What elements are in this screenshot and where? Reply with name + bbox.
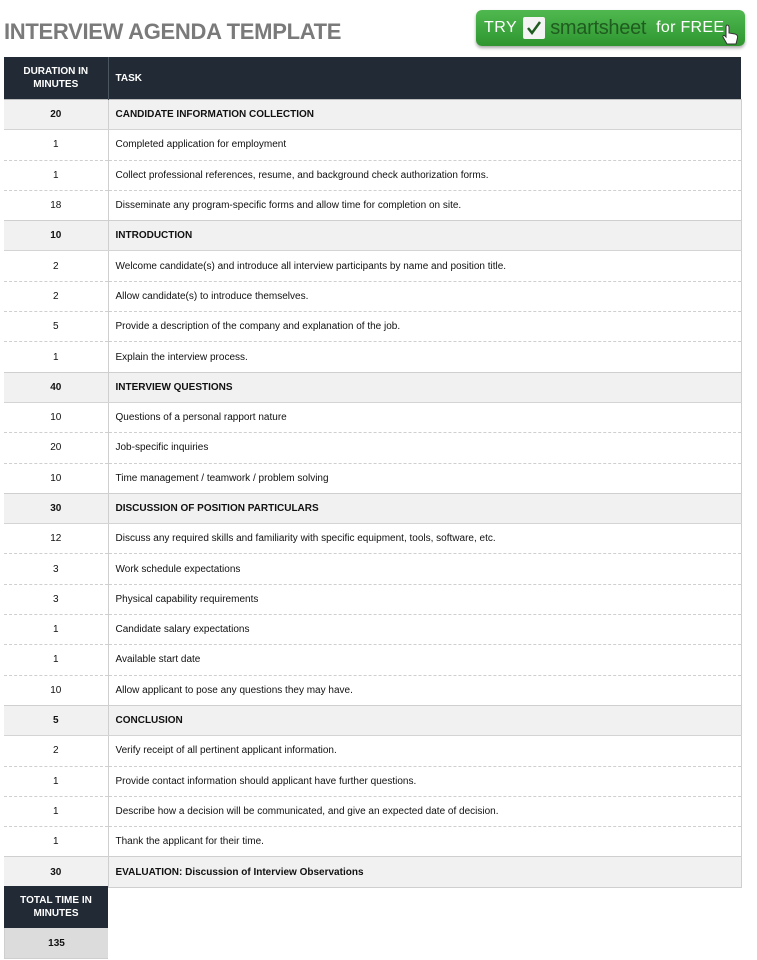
task-duration: 10 bbox=[4, 463, 108, 493]
task-duration: 20 bbox=[4, 433, 108, 463]
hand-cursor-icon bbox=[721, 24, 739, 51]
task-description: Collect professional references, resume, and background check authorization forms. bbox=[108, 160, 741, 190]
section-title: INTRODUCTION bbox=[108, 221, 741, 251]
task-row bbox=[4, 463, 741, 493]
task-row bbox=[4, 402, 741, 432]
task-description: Physical capability requirements bbox=[108, 584, 741, 614]
task-row bbox=[4, 312, 741, 342]
task-row bbox=[4, 615, 741, 645]
task-row bbox=[4, 342, 741, 372]
task-description: Thank the applicant for their time. bbox=[108, 827, 741, 857]
task-duration: 1 bbox=[4, 160, 108, 190]
duration-header: DURATION IN MINUTES bbox=[4, 57, 108, 100]
section-row bbox=[4, 857, 741, 887]
task-description: Discuss any required skills and familiarity with specific equipment, tools, software, etc. bbox=[108, 524, 741, 554]
section-duration: 40 bbox=[4, 372, 108, 402]
section-title: EVALUATION: Discussion of Interview Observations bbox=[108, 857, 741, 887]
section-duration: 5 bbox=[4, 705, 108, 735]
section-duration: 30 bbox=[4, 493, 108, 523]
task-duration: 2 bbox=[4, 251, 108, 281]
promo-free-label: for FREE bbox=[656, 19, 725, 36]
section-title: INTERVIEW QUESTIONS bbox=[108, 372, 741, 402]
total-time-label: TOTAL TIME IN MINUTES bbox=[4, 886, 108, 928]
section-row bbox=[4, 100, 741, 130]
task-duration: 1 bbox=[4, 645, 108, 675]
section-duration: 10 bbox=[4, 221, 108, 251]
task-duration: 1 bbox=[4, 342, 108, 372]
task-description: Questions of a personal rapport nature bbox=[108, 402, 741, 432]
checkmark-icon bbox=[523, 17, 545, 39]
header-row bbox=[4, 57, 741, 100]
task-duration: 3 bbox=[4, 584, 108, 614]
total-time-value: 135 bbox=[4, 928, 108, 959]
section-title: CANDIDATE INFORMATION COLLECTION bbox=[108, 100, 741, 130]
task-description: Candidate salary expectations bbox=[108, 615, 741, 645]
task-header: TASK bbox=[108, 57, 741, 100]
section-row bbox=[4, 705, 741, 735]
task-description: Describe how a decision will be communicated, and give an expected date of decision. bbox=[108, 796, 741, 826]
task-description: Work schedule expectations bbox=[108, 554, 741, 584]
task-description: Provide a description of the company and explanation of the job. bbox=[108, 312, 741, 342]
task-description: Disseminate any program-specific forms and allow time for completion on site. bbox=[108, 190, 741, 220]
task-duration: 18 bbox=[4, 190, 108, 220]
section-row bbox=[4, 372, 741, 402]
task-duration: 1 bbox=[4, 766, 108, 796]
agenda-body bbox=[4, 100, 741, 888]
smartsheet-promo-button[interactable] bbox=[476, 10, 745, 46]
task-duration: 1 bbox=[4, 130, 108, 160]
task-row bbox=[4, 433, 741, 463]
task-row bbox=[4, 190, 741, 220]
task-row bbox=[4, 766, 741, 796]
task-row bbox=[4, 736, 741, 766]
task-row bbox=[4, 251, 741, 281]
task-duration: 1 bbox=[4, 827, 108, 857]
task-description: Verify receipt of all pertinent applicant information. bbox=[108, 736, 741, 766]
task-row bbox=[4, 554, 741, 584]
task-description: Available start date bbox=[108, 645, 741, 675]
promo-brand-label: smartsheet bbox=[550, 16, 647, 39]
task-description: Time management / teamwork / problem solving bbox=[108, 463, 741, 493]
task-duration: 2 bbox=[4, 736, 108, 766]
task-description: Explain the interview process. bbox=[108, 342, 741, 372]
task-row bbox=[4, 130, 741, 160]
section-duration: 30 bbox=[4, 857, 108, 887]
task-duration: 5 bbox=[4, 312, 108, 342]
task-row bbox=[4, 675, 741, 705]
task-description: Welcome candidate(s) and introduce all interview participants by name and position title. bbox=[108, 251, 741, 281]
task-row bbox=[4, 281, 741, 311]
task-row bbox=[4, 796, 741, 826]
task-duration: 2 bbox=[4, 281, 108, 311]
section-title: DISCUSSION OF POSITION PARTICULARS bbox=[108, 493, 741, 523]
task-duration: 1 bbox=[4, 615, 108, 645]
section-title: CONCLUSION bbox=[108, 705, 741, 735]
section-row bbox=[4, 493, 741, 523]
task-row bbox=[4, 645, 741, 675]
task-duration: 12 bbox=[4, 524, 108, 554]
task-row bbox=[4, 827, 741, 857]
task-duration: 3 bbox=[4, 554, 108, 584]
task-description: Provide contact information should applicant have further questions. bbox=[108, 766, 741, 796]
task-row bbox=[4, 160, 741, 190]
section-duration: 20 bbox=[4, 100, 108, 130]
task-description: Completed application for employment bbox=[108, 130, 741, 160]
task-duration: 10 bbox=[4, 402, 108, 432]
task-row bbox=[4, 524, 741, 554]
page-title: INTERVIEW AGENDA TEMPLATE bbox=[4, 19, 342, 44]
task-row bbox=[4, 584, 741, 614]
promo-try-label: TRY bbox=[484, 19, 518, 36]
task-description: Allow applicant to pose any questions they may have. bbox=[108, 675, 741, 705]
task-description: Allow candidate(s) to introduce themselves. bbox=[108, 281, 741, 311]
agenda-table bbox=[4, 57, 742, 888]
task-duration: 10 bbox=[4, 675, 108, 705]
section-row bbox=[4, 221, 741, 251]
task-duration: 1 bbox=[4, 796, 108, 826]
task-description: Job-specific inquiries bbox=[108, 433, 741, 463]
